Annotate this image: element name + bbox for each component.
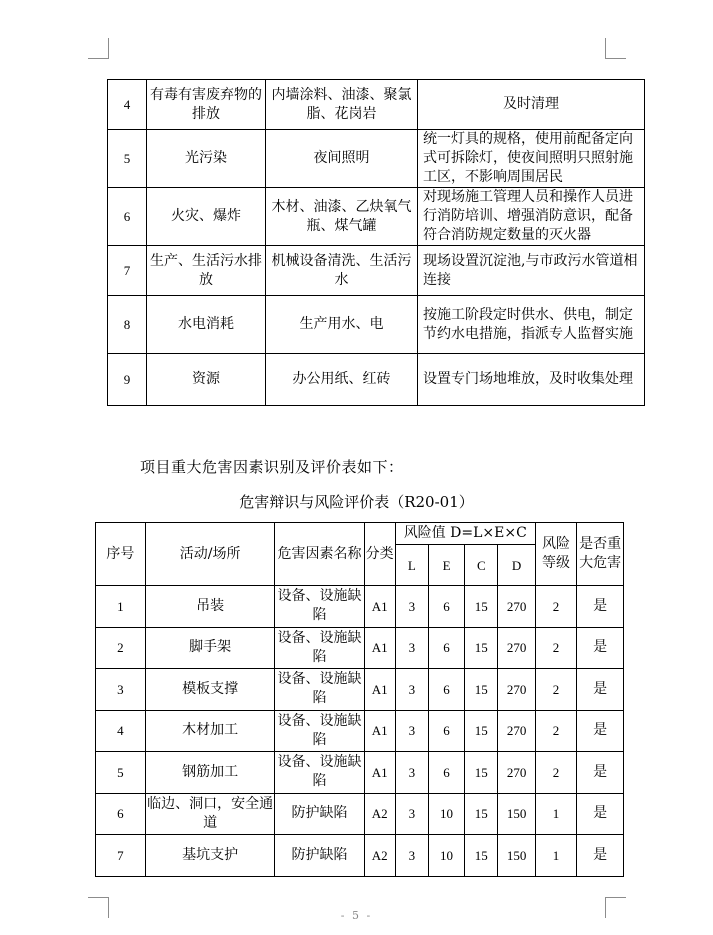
cell-major: 是 (577, 752, 624, 794)
cell-no: 7 (108, 246, 147, 296)
cell-factor: 水电消耗 (147, 296, 266, 354)
header-level: 风险等级 (535, 523, 576, 586)
cell-level: 2 (535, 627, 576, 669)
header-major: 是否重大危害 (577, 523, 624, 586)
table-row (108, 130, 645, 188)
header-e: E (428, 545, 464, 586)
table-row (96, 586, 624, 628)
cell-major: 是 (577, 793, 624, 835)
cell-measure: 按施工阶段定时供水、供电，制定节约水电措施，指派专人监督实施 (418, 296, 645, 354)
cell-hazard: 设备、设施缺陷 (275, 627, 364, 669)
header-d: D (498, 545, 535, 586)
header-hazard: 危害因素名称 (275, 523, 364, 586)
cell-no: 8 (108, 296, 147, 354)
cell-d: 270 (498, 752, 535, 794)
cell-category: A2 (364, 835, 395, 877)
cell-major: 是 (577, 835, 624, 877)
cell-major: 是 (577, 669, 624, 711)
table-caption: 危害辩识与风险评价表（R20-01） (239, 493, 474, 511)
table-row (108, 188, 645, 246)
cell-l: 3 (395, 586, 428, 628)
cell-activity: 临边、洞口，安全通道 (145, 793, 275, 835)
cell-e: 6 (428, 752, 464, 794)
cell-e: 6 (428, 627, 464, 669)
cell-c: 15 (465, 669, 498, 711)
cell-c: 15 (465, 627, 498, 669)
cell-hazard: 设备、设施缺陷 (275, 586, 364, 628)
cell-c: 15 (465, 586, 498, 628)
cell-factor: 生产、生活污水排放 (147, 246, 266, 296)
cell-no: 2 (96, 627, 146, 669)
cell-category: A1 (364, 586, 395, 628)
cell-category: A2 (364, 793, 395, 835)
cell-e: 6 (428, 710, 464, 752)
cell-d: 150 (498, 835, 535, 877)
cell-l: 3 (395, 793, 428, 835)
cell-activity: 脚手架 (145, 627, 275, 669)
header-c: C (465, 545, 498, 586)
cell-measure: 设置专门场地堆放，及时收集处理 (418, 354, 645, 406)
crop-mark-top-left (88, 38, 109, 59)
cell-source: 夜间照明 (266, 130, 418, 188)
cell-level: 1 (535, 793, 576, 835)
cell-category: A1 (364, 627, 395, 669)
cell-no: 4 (96, 710, 146, 752)
table-row (96, 793, 624, 835)
cell-activity: 吊装 (145, 586, 275, 628)
table-row (108, 296, 645, 354)
cell-activity: 基坑支护 (145, 835, 275, 877)
table-row (108, 246, 645, 296)
cell-factor: 火灾、爆炸 (147, 188, 266, 246)
cell-d: 270 (498, 710, 535, 752)
cell-factor: 资源 (147, 354, 266, 406)
cell-d: 150 (498, 793, 535, 835)
table-row (96, 752, 624, 794)
cell-c: 15 (465, 752, 498, 794)
cell-c: 15 (465, 793, 498, 835)
cell-l: 3 (395, 752, 428, 794)
cell-category: A1 (364, 669, 395, 711)
cell-l: 3 (395, 627, 428, 669)
cell-hazard: 防护缺陷 (275, 835, 364, 877)
crop-mark-top-right (605, 38, 626, 59)
cell-no: 7 (96, 835, 146, 877)
cell-category: A1 (364, 752, 395, 794)
cell-activity: 木材加工 (145, 710, 275, 752)
cell-category: A1 (364, 710, 395, 752)
cell-factor: 有毒有害废弃物的排放 (147, 80, 266, 130)
cell-measure: 对现场施工管理人员和操作人员进行消防培训、增强消防意识，配备符合消防规定数量的灭火器 (418, 188, 645, 246)
table-row (96, 710, 624, 752)
header-risk-value: 风险值 D=L×E×C (395, 523, 535, 545)
cell-source: 木材、油漆、乙炔氧气瓶、煤气罐 (266, 188, 418, 246)
cell-no: 4 (108, 80, 147, 130)
cell-level: 2 (535, 710, 576, 752)
cell-no: 5 (108, 130, 147, 188)
cell-source: 生产用水、电 (266, 296, 418, 354)
cell-measure: 统一灯具的规格，使用前配备定向式可拆除灯，使夜间照明只照射施工区，不影响周围居民 (418, 130, 645, 188)
cell-level: 2 (535, 669, 576, 711)
table-row (96, 627, 624, 669)
page-number: - 5 - (340, 909, 373, 922)
cell-l: 3 (395, 835, 428, 877)
cell-factor: 光污染 (147, 130, 266, 188)
cell-measure: 及时清理 (418, 80, 645, 130)
cell-major: 是 (577, 627, 624, 669)
cell-activity: 钢筋加工 (145, 752, 275, 794)
cell-e: 6 (428, 586, 464, 628)
cell-source: 办公用纸、红砖 (266, 354, 418, 406)
cell-source: 机械设备清洗、生活污水 (266, 246, 418, 296)
intro-text: 项目重大危害因素识别及评价表如下： (140, 458, 404, 476)
cell-l: 3 (395, 710, 428, 752)
cell-e: 10 (428, 793, 464, 835)
cell-hazard: 设备、设施缺陷 (275, 752, 364, 794)
cell-no: 6 (96, 793, 146, 835)
cell-d: 270 (498, 586, 535, 628)
cell-hazard: 防护缺陷 (275, 793, 364, 835)
environmental-factors-table (107, 79, 645, 406)
cell-e: 10 (428, 835, 464, 877)
cell-no: 5 (96, 752, 146, 794)
cell-c: 15 (465, 835, 498, 877)
cell-hazard: 设备、设施缺陷 (275, 710, 364, 752)
table-row (108, 354, 645, 406)
cell-no: 9 (108, 354, 147, 406)
cell-source: 内墙涂料、油漆、聚氯脂、花岗岩 (266, 80, 418, 130)
cell-activity: 模板支撑 (145, 669, 275, 711)
cell-no: 1 (96, 586, 146, 628)
cell-major: 是 (577, 586, 624, 628)
cell-d: 270 (498, 669, 535, 711)
risk-evaluation-table (95, 522, 624, 877)
cell-l: 3 (395, 669, 428, 711)
cell-measure: 现场设置沉淀池,与市政污水管道相连接 (418, 246, 645, 296)
table-row (96, 669, 624, 711)
header-category: 分类 (364, 523, 395, 586)
cell-hazard: 设备、设施缺陷 (275, 669, 364, 711)
cell-c: 15 (465, 710, 498, 752)
header-l: L (395, 545, 428, 586)
cell-major: 是 (577, 710, 624, 752)
table-row (108, 80, 645, 130)
header-activity: 活动/场所 (145, 523, 275, 586)
cell-level: 2 (535, 752, 576, 794)
table-row (96, 835, 624, 877)
header-no: 序号 (96, 523, 146, 586)
cell-level: 1 (535, 835, 576, 877)
cell-e: 6 (428, 669, 464, 711)
cell-level: 2 (535, 586, 576, 628)
cell-d: 270 (498, 627, 535, 669)
cell-no: 6 (108, 188, 147, 246)
cell-no: 3 (96, 669, 146, 711)
